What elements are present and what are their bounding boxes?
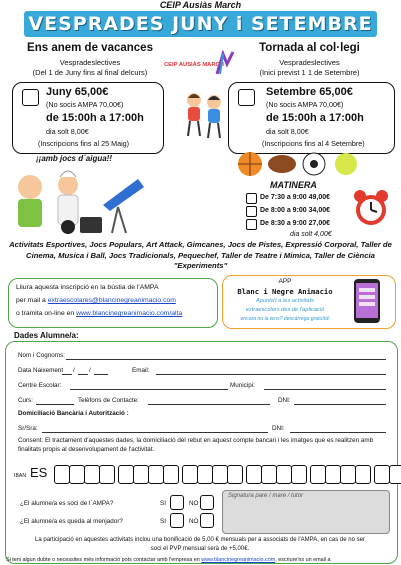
september-dia-solt: dia solt 8,00€ xyxy=(266,127,309,136)
iban-digit-box[interactable] xyxy=(227,465,243,484)
matinera-option-1-checkbox[interactable] xyxy=(246,193,257,204)
app-line-3: encara no la tens? descàrrega gratuïta! xyxy=(240,316,330,322)
iban-digit-box[interactable] xyxy=(84,465,100,484)
page-title-banner: VESPRADES JUNY i SETEMBRE xyxy=(24,11,377,37)
activities-list: Activitats Esportives, Jocs Populars, Art Attack, Gimcanes, Jocs de Pistes, Expressió Corporal, Taller de Cinema, Musica i Ball, Jocs Tradicionals, Pequechef, Taller de Teatre i Mimica, Taller de Ciència "Experiments" xyxy=(9,240,392,270)
iban-digit-box[interactable] xyxy=(389,465,401,484)
email-field[interactable] xyxy=(156,374,386,375)
form-heading: Dades Alumne/a: xyxy=(14,331,79,340)
iban-digit-box[interactable] xyxy=(212,465,228,484)
birthdate-day-field[interactable] xyxy=(62,374,72,375)
app-line-1: Apunta't a les activitats xyxy=(256,298,314,304)
email-label: Email: xyxy=(132,367,150,374)
birthdate-sep-1: / xyxy=(73,367,75,374)
playing-kids-icon xyxy=(178,88,230,140)
matinera-title: MATINERA xyxy=(270,180,317,190)
logo-text: CEIP AUSIÀS MARCH xyxy=(164,62,224,68)
iban-digit-box[interactable] xyxy=(182,465,198,484)
delivery-line-2 xyxy=(16,297,176,304)
delivery-mail-prefix: per mail a xyxy=(16,297,46,304)
dni-label-small: DNI: xyxy=(278,397,291,404)
activities-illustration-left xyxy=(8,165,168,237)
signature-label: Signatura pare / mare / tutor xyxy=(228,493,304,499)
september-dates: (Inici previst 1 1 de Setembre) xyxy=(259,68,360,77)
iban-digit-box[interactable] xyxy=(69,465,85,484)
app-line-2: extraescolars des de l'aplicació xyxy=(245,307,325,313)
june-price: Juny 65,00€ xyxy=(46,86,109,98)
delivery-email-link[interactable]: extraescolares@blancinegreanimacio.com xyxy=(47,297,176,304)
september-subtitle: Vespradeslectives xyxy=(279,58,340,67)
matinera-option-3: De 8:30 a 9:00 27,00€ xyxy=(260,220,331,227)
app-label: APP xyxy=(278,278,292,285)
june-no-socis: (No socis AMPA 70,00€) xyxy=(46,100,124,109)
iban-digit-box[interactable] xyxy=(118,465,134,484)
june-dia-solt: dia solt 8,00€ xyxy=(46,127,89,136)
dni-field[interactable] xyxy=(290,432,386,433)
matinera-option-2-checkbox[interactable] xyxy=(246,206,257,217)
sports-balls-icon xyxy=(232,148,392,178)
phones-field[interactable] xyxy=(148,404,270,405)
iban-digit-box[interactable] xyxy=(310,465,326,484)
consent-text: Consent: El tractament d'aquestes dades, la domiciliació del rebut en aquest compte bancari i les imatges que es realitzen amb finalitats propis al desenvolupament de l'activitat. xyxy=(18,437,374,453)
iban-digit-box[interactable] xyxy=(355,465,371,484)
ampa-member-question: ¿El alumne/a es soci de l´AMPA? xyxy=(20,500,114,507)
lunch-yes-checkbox[interactable] xyxy=(170,513,184,528)
june-water-games: ¡¡amb jocs d´aigua!! xyxy=(36,154,113,163)
municipality-label: Municipi: xyxy=(230,382,255,389)
delivery-online-prefix: o tramita on-line en xyxy=(16,310,75,317)
ampa-no-checkbox[interactable] xyxy=(200,495,214,510)
grade-field[interactable] xyxy=(36,404,74,405)
lunch-no-checkbox[interactable] xyxy=(200,513,214,528)
birthdate-year-field[interactable] xyxy=(94,374,108,375)
iban-digit-box[interactable] xyxy=(133,465,149,484)
matinera-option-2: De 8:00 a 9:00 34,00€ xyxy=(260,207,331,214)
june-heading: Ens anem de vacances xyxy=(27,42,153,54)
iban-label: IBAN xyxy=(14,473,27,479)
lunch-question: ¿El alumne/a es queda al menjador? xyxy=(20,518,123,525)
iban-digit-box[interactable] xyxy=(291,465,307,484)
iban-digit-box[interactable] xyxy=(276,465,292,484)
iban-digit-box[interactable] xyxy=(325,465,341,484)
sports-balls-illustration xyxy=(232,148,392,178)
school-label: Centre Escolar: xyxy=(18,382,62,389)
footer-text-end: , escriure'ns un email a xyxy=(275,557,331,563)
bonus-text: La participació en aquestes activitats inclou una bonificació de 5,00 € mensuals per a associats de l'AMPA, en cas de no ser soci el PVP mensual serà de +5,00€. xyxy=(35,537,365,552)
june-time: de 15:00h a 17:00h xyxy=(46,112,144,124)
ampa-yes-checkbox[interactable] xyxy=(170,495,184,510)
dni-field-small[interactable] xyxy=(294,404,386,405)
ampa-no-label: NO xyxy=(189,500,199,507)
activities-icons xyxy=(8,165,168,237)
june-checkbox[interactable] xyxy=(22,89,39,106)
delivery-line-3 xyxy=(16,310,182,317)
iban-digit-box[interactable] xyxy=(246,465,262,484)
september-time: de 15:00h a 17:00h xyxy=(266,112,364,124)
iban-boxes xyxy=(54,465,394,483)
alarm-clock-icon xyxy=(352,188,390,228)
iban-digit-box[interactable] xyxy=(340,465,356,484)
footer-text: Si teni algun dubte o necessites més informació pots contactar amb l'empresa en xyxy=(6,557,200,563)
june-dates: (Del 1 de Juny fins al final delcurs) xyxy=(32,68,148,77)
alarm-clock-illustration xyxy=(352,188,390,228)
school-name: CEIP Ausiàs March xyxy=(159,0,242,10)
iban-digit-box[interactable] xyxy=(54,465,70,484)
birthdate-sep-2: / xyxy=(89,367,91,374)
holder-field[interactable] xyxy=(42,432,268,433)
delivery-line-1: Lliura aquesta inscripció en la bústia de l'AMPA xyxy=(16,284,159,291)
smartphone-icon xyxy=(348,278,386,324)
september-heading: Tornada al col·legi xyxy=(259,42,360,54)
iban-digit-box[interactable] xyxy=(261,465,277,484)
name-label: Nom i Cognoms: xyxy=(18,352,65,359)
name-field[interactable] xyxy=(66,359,386,360)
footer-link[interactable]: www.blancinegreanimacio.com xyxy=(201,557,276,563)
iban-digit-box[interactable] xyxy=(163,465,179,484)
iban-digit-box[interactable] xyxy=(148,465,164,484)
iban-digit-box[interactable] xyxy=(197,465,213,484)
dni-label: DNI: xyxy=(272,425,285,432)
matinera-option-1: De 7:30 a 9:00 49,00€ xyxy=(260,194,331,201)
phone-illustration xyxy=(348,278,386,324)
matinera-dia-solt: dia solt 4,00€ xyxy=(290,231,332,238)
june-inscripcions: (Inscripcions fins al 25 Maig) xyxy=(38,139,130,148)
app-brand: Blanc i Negre Animacio xyxy=(237,287,333,296)
birthdate-label: Data Naixement xyxy=(18,367,64,374)
lunch-no-label: NO xyxy=(189,518,199,525)
iban-prefix: ES xyxy=(30,465,48,480)
municipality-field[interactable] xyxy=(264,389,386,390)
grade-label: Curs: xyxy=(18,397,34,404)
birthdate-month-field[interactable] xyxy=(78,374,88,375)
lunch-yes-label: SI xyxy=(160,518,166,525)
iban-digit-box[interactable] xyxy=(374,465,390,484)
iban-digit-box[interactable] xyxy=(99,465,115,484)
bank-heading: Domiciliació Bancària i Autorització : xyxy=(18,410,129,417)
kids-illustration xyxy=(178,88,230,140)
september-no-socis: (No socis AMPA 70,00€) xyxy=(266,100,344,109)
holder-label: Sr/Sra: xyxy=(18,425,38,432)
september-inscripcions: (Inscripcions fins al 4 Setembre) xyxy=(262,139,365,148)
september-price: Setembre 65,00€ xyxy=(266,86,353,98)
ampa-yes-label: SI xyxy=(160,500,166,507)
footer xyxy=(6,557,398,563)
matinera-option-3-checkbox[interactable] xyxy=(246,219,257,230)
phones-label: Telèfons de Contacte: xyxy=(78,397,139,404)
school-field[interactable] xyxy=(70,389,228,390)
september-checkbox[interactable] xyxy=(238,89,255,106)
june-subtitle: Vespradeslectives xyxy=(59,58,121,67)
delivery-url-link[interactable]: www.blancinegreanimacio.com/alta xyxy=(76,310,183,317)
